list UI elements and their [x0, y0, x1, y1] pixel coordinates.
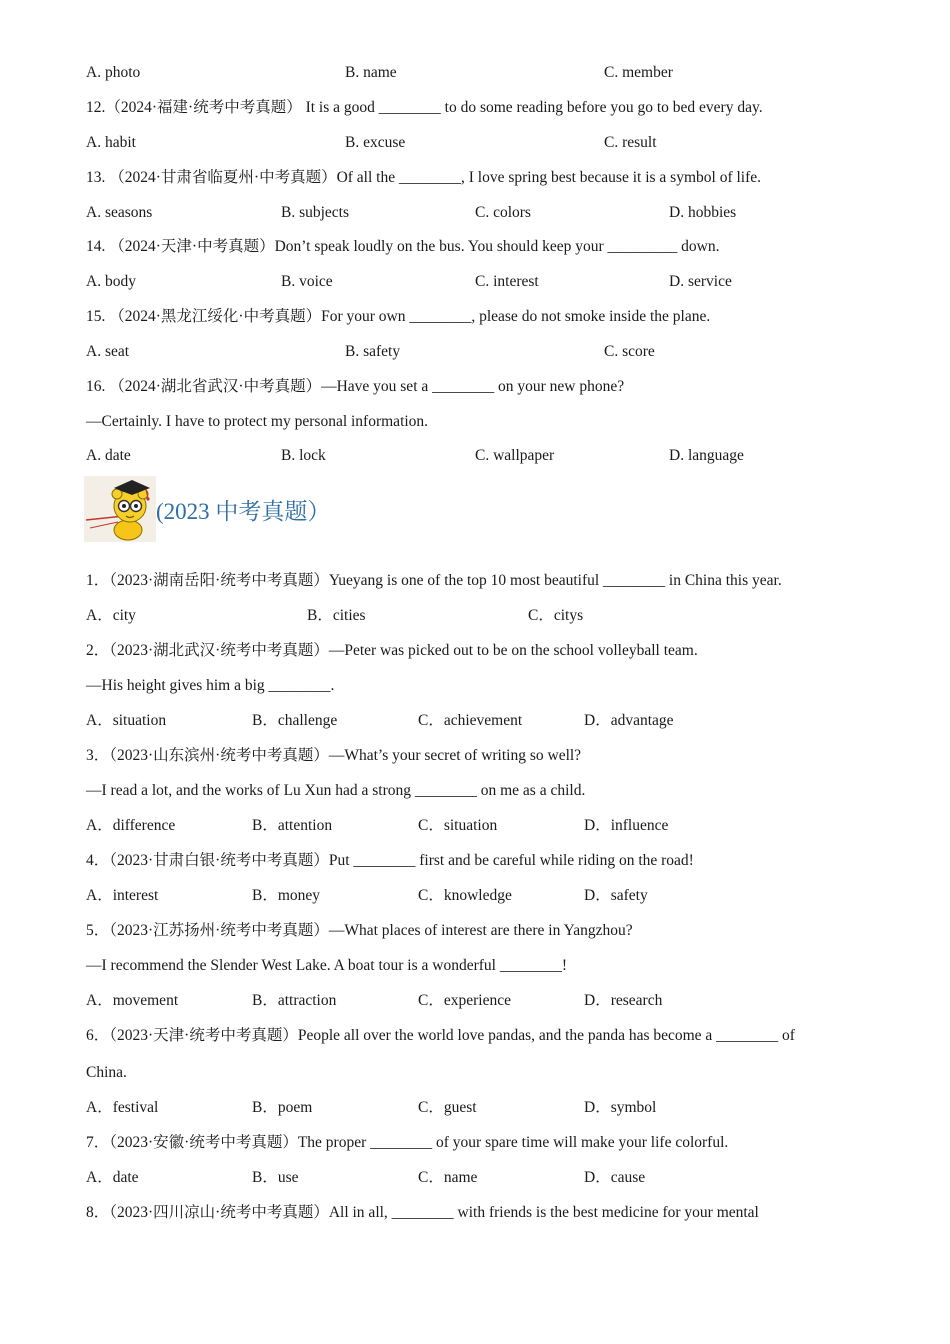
q11-option-a: A. photo	[86, 64, 141, 81]
q2-option-b: B．challenge	[252, 712, 338, 729]
q16-stem-reply: —Certainly. I have to protect my personal information.	[86, 413, 429, 430]
q7-option-a: A．date	[86, 1169, 139, 1186]
q7-stem: 7．（2023·安徽·统考中考真题）The proper ________ of your spare time will make your life colorful.	[86, 1134, 729, 1151]
q8-stem: 8．（2023·四川凉山·统考中考真题）All in all, ________ with friends is the best medicine for your mental	[86, 1204, 759, 1221]
graduate-bear-icon	[84, 476, 156, 542]
q13-option-d: D. hobbies	[669, 204, 737, 221]
q4-option-d: D．safety	[584, 887, 648, 904]
q3-stem-reply: —I read a lot, and the works of Lu Xun had a strong ________ on me as a child.	[86, 782, 586, 799]
q16-stem: 16. （2024·湖北省武汉·中考真题）—Have you set a ________ on your new phone?	[86, 378, 625, 395]
q14-stem: 14. （2024·天津·中考真题）Don’t speak loudly on the bus. You should keep your _________ down.	[86, 238, 720, 255]
q14-option-c: C. interest	[475, 273, 539, 290]
q16-option-d: D. language	[669, 447, 744, 464]
q12-option-b: B. excuse	[345, 134, 406, 151]
q1-option-b: B．cities	[307, 607, 366, 624]
q15-option-a: A. seat	[86, 343, 130, 360]
q11-option-b: B. name	[345, 64, 397, 81]
q5-option-c: C．experience	[418, 992, 511, 1009]
q4-option-b: B．money	[252, 887, 321, 904]
q5-stem: 5．（2023·江苏扬州·统考中考真题）—What places of interest are there in Yangzhou?	[86, 922, 633, 939]
q2-stem-reply: —His height gives him a big ________.	[86, 677, 335, 694]
q13-option-a: A. seasons	[86, 204, 153, 221]
q15-option-c: C. score	[604, 343, 655, 360]
q2-option-a: A．situation	[86, 712, 167, 729]
q4-stem: 4．（2023·甘肃白银·统考中考真题）Put ________ first and be careful while riding on the road!	[86, 852, 694, 869]
q14-option-b: B. voice	[281, 273, 333, 290]
q16-option-b: B. lock	[281, 447, 326, 464]
q5-option-a: A．movement	[86, 992, 179, 1009]
q11-option-c: C. member	[604, 64, 673, 81]
q6-stem: 6．（2023·天津·统考中考真题）People all over the world love pandas, and the panda has become a ________ of	[86, 1027, 795, 1044]
q2-stem: 2．（2023·湖北武汉·统考中考真题）—Peter was picked out to be on the school volleyball team.	[86, 642, 698, 659]
q6-option-d: D．symbol	[584, 1099, 657, 1116]
q3-option-c: C．situation	[418, 817, 498, 834]
q6-option-a: A．festival	[86, 1099, 159, 1116]
q2-option-c: C．achievement	[418, 712, 523, 729]
q7-option-b: B．use	[252, 1169, 299, 1186]
q1-option-a: A．city	[86, 607, 136, 624]
q12-option-a: A. habit	[86, 134, 136, 151]
q13-option-b: B. subjects	[281, 204, 350, 221]
q13-stem: 13. （2024·甘肃省临夏州·中考真题）Of all the ________, I love spring best because it is a symbol of life.	[86, 169, 762, 186]
q12-stem: 12.（2024·福建·统考中考真题） It is a good ________ to do some reading before you go to bed every day.	[86, 99, 763, 116]
q4-option-a: A．interest	[86, 887, 159, 904]
q3-stem: 3．（2023·山东滨州·统考中考真题）—What’s your secret of writing so well?	[86, 747, 582, 764]
q14-option-a: A. body	[86, 273, 136, 290]
q3-option-a: A．difference	[86, 817, 176, 834]
q6-option-b: B．poem	[252, 1099, 313, 1116]
q3-option-b: B．attention	[252, 817, 333, 834]
q5-option-b: B．attraction	[252, 992, 337, 1009]
q7-option-c: C．name	[418, 1169, 478, 1186]
q6-stem-cont: China.	[86, 1064, 127, 1081]
q3-option-d: D．influence	[584, 817, 669, 834]
q5-option-d: D．research	[584, 992, 663, 1009]
q15-stem: 15. （2024·黑龙江绥化·中考真题）For your own ________, please do not smoke inside the plane.	[86, 308, 711, 325]
q16-option-a: A. date	[86, 447, 131, 464]
q4-option-c: C．knowledge	[418, 887, 512, 904]
q16-option-c: C. wallpaper	[475, 447, 555, 464]
q5-stem-reply: —I recommend the Slender West Lake. A boat tour is a wonderful ________!	[86, 957, 568, 974]
q7-option-d: D．cause	[584, 1169, 646, 1186]
q2-option-d: D．advantage	[584, 712, 674, 729]
section-header	[84, 476, 404, 542]
q1-stem: 1．（2023·湖南岳阳·统考中考真题）Yueyang is one of the top 10 most beautiful ________ in China this year.	[86, 572, 782, 589]
q1-option-c: C．citys	[528, 607, 584, 624]
q15-option-b: B. safety	[345, 343, 401, 360]
section-title: (2023 中考真题）	[156, 499, 331, 524]
q13-option-c: C. colors	[475, 204, 531, 221]
q12-option-c: C. result	[604, 134, 657, 151]
q14-option-d: D. service	[669, 273, 732, 290]
q6-option-c: C．guest	[418, 1099, 477, 1116]
